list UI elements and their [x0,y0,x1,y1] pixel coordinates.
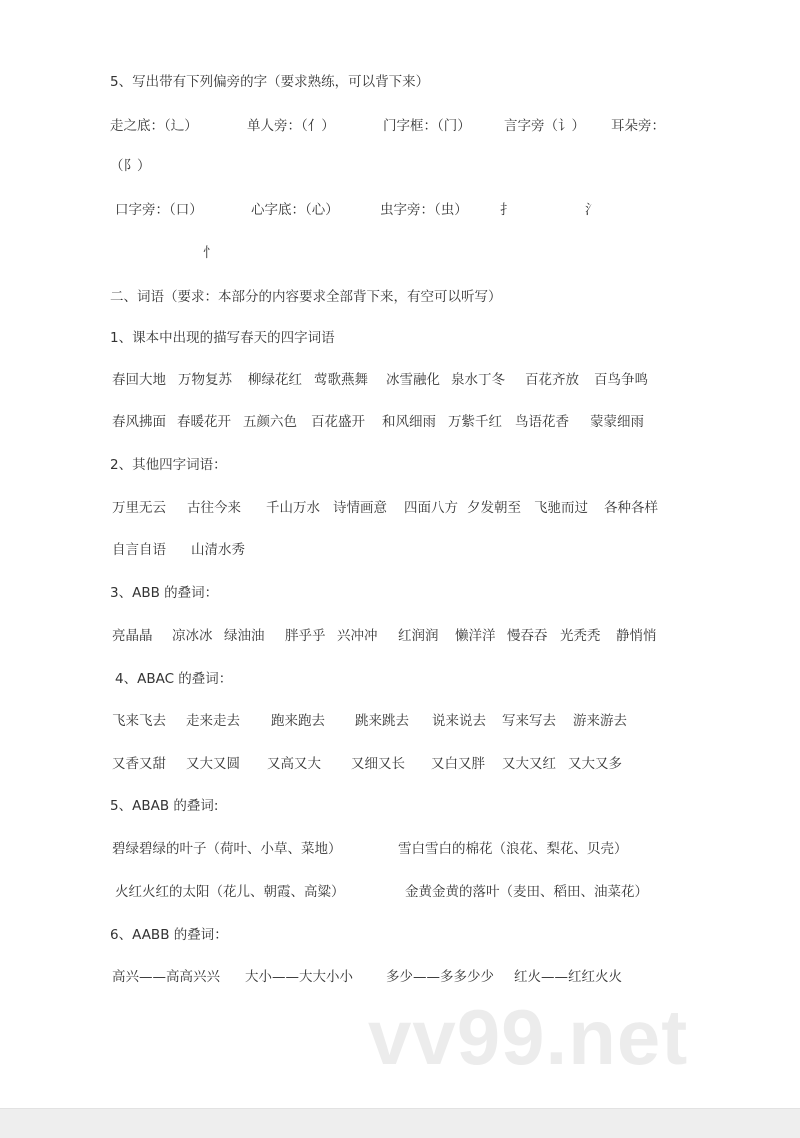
radicals-row3-item: 心字底：（心） [251,202,339,218]
radicals-row1-item: 耳朵旁： [611,118,665,134]
s2-row1-item: 诗情画意 [333,500,387,516]
s1-row2-item: 五颜六色 [243,414,297,430]
s3-row1-item: 亮晶晶 [112,628,153,644]
s2-row1-item: 各种各样 [604,500,658,516]
s1-row1-item: 春回大地 [112,372,166,388]
s3-row1-item: 懒洋洋 [455,628,496,644]
watermark: vv99.net [368,993,689,1081]
s2-row1-item: 四面八方 [404,500,458,516]
s4-row2-item: 又大又多 [568,756,622,772]
s4-row2-item: 又白又胖 [431,756,485,772]
s4-row2-item: 又大又红 [502,756,556,772]
s6-row1-item: 高兴——高高兴兴 [112,969,220,985]
s4-row1-item: 写来写去 [502,713,556,729]
s4-row1-item: 跑来跑去 [271,713,325,729]
s3-row1-item: 绿油油 [224,628,265,644]
s1-row2-item: 百花盛开 [311,414,365,430]
s2-row1-item: 夕发朝至 [467,500,521,516]
s3-row1-item: 凉冰冰 [172,628,213,644]
s4-row1-item: 跳来跳去 [355,713,409,729]
s2-row2-item: 山清水秀 [191,542,245,558]
s3-row1-item: 静悄悄 [616,628,657,644]
radicals-row3-item: 口字旁：（口） [115,202,203,218]
page-bottom-strip [0,1108,800,1138]
s2-row1-item: 飞驰而过 [534,500,588,516]
radicals-row1-item: 门字框：（门） [383,118,471,134]
s1-row2-item: 和风细雨 [382,414,436,430]
part2-title-heading: 二、词语（要求：本部分的内容要求全部背下来，有空可以听写） [110,289,502,305]
s1-row2-item: 春暖花开 [177,414,231,430]
s2-title-heading: 2、其他四字词语： [110,457,227,473]
s4-row2-item: 又细又长 [351,756,405,772]
s3-row1-item: 慢吞吞 [507,628,548,644]
sec5-title-heading: 5、写出带有下列偏旁的字（要求熟练，可以背下来） [110,74,430,90]
s6-title-heading: 6、AABB 的叠词： [110,927,228,943]
radicals-row1-item: 走之底：（辶） [110,118,198,134]
s4-title-heading: 4、ABAC 的叠词： [115,671,233,687]
s1-row1-item: 万物复苏 [178,372,232,388]
s6-row1-item: 红火——红红火火 [514,969,622,985]
s1-row1-item: 柳绿花红 [248,372,302,388]
s1-row1-item: 百鸟争鸣 [594,372,648,388]
radicals-row2-item: （阝） [110,158,151,174]
s1-row1-item: 泉水丁冬 [451,372,505,388]
s4-row1-item: 走来走去 [186,713,240,729]
s5-row1-item: 碧绿碧绿的叶子（荷叶、小草、菜地） [112,841,342,857]
s1-row2-item: 蒙蒙细雨 [590,414,644,430]
s4-row2-item: 又高又大 [267,756,321,772]
s1-row2-item: 鸟语花香 [515,414,569,430]
s1-row1-item: 冰雪融化 [386,372,440,388]
s1-row1-item: 莺歌燕舞 [314,372,368,388]
radicals-row3-item: 扌 [500,202,514,218]
s3-row1-item: 胖乎乎 [285,628,326,644]
s4-row2-item: 又香又甜 [112,756,166,772]
s6-row1-item: 多少——多多少少 [386,969,494,985]
s4-row2-item: 又大又圆 [186,756,240,772]
radicals-row4-item: 忄 [203,245,217,261]
s3-row1-item: 光秃秃 [560,628,601,644]
radicals-row1-item: 单人旁：（亻） [247,118,335,134]
s2-row1-item: 千山万水 [266,500,320,516]
s5-row2-item: 火红火红的太阳（花儿、朝霞、高粱） [115,884,345,900]
radicals-row1-item: 言字旁（讠） [504,118,585,134]
s2-row1-item: 万里无云 [112,500,166,516]
s2-row2-item: 自言自语 [112,542,166,558]
s5-row2-item: 金黄金黄的落叶（麦田、稻田、油菜花） [405,884,648,900]
radicals-row3-item: 氵 [585,202,599,218]
s1-row1-item: 百花齐放 [525,372,579,388]
s5-row1-item: 雪白雪白的棉花（浪花、梨花、贝壳） [398,841,628,857]
s6-row1-item: 大小——大大小小 [245,969,353,985]
s1-title-heading: 1、课本中出现的描写春天的四字词语 [110,330,335,346]
s3-row1-item: 红润润 [398,628,439,644]
s5-title-heading: 5、ABAB 的叠词: [110,798,219,814]
s4-row1-item: 游来游去 [573,713,627,729]
s4-row1-item: 飞来飞去 [112,713,166,729]
s4-row1-item: 说来说去 [432,713,486,729]
s1-row2-item: 春风拂面 [112,414,166,430]
radicals-row3-item: 虫字旁：（虫） [380,202,468,218]
s2-row1-item: 古往今来 [187,500,241,516]
s1-row2-item: 万紫千红 [448,414,502,430]
s3-row1-item: 兴冲冲 [337,628,378,644]
s3-title-heading: 3、ABB 的叠词： [110,585,219,601]
